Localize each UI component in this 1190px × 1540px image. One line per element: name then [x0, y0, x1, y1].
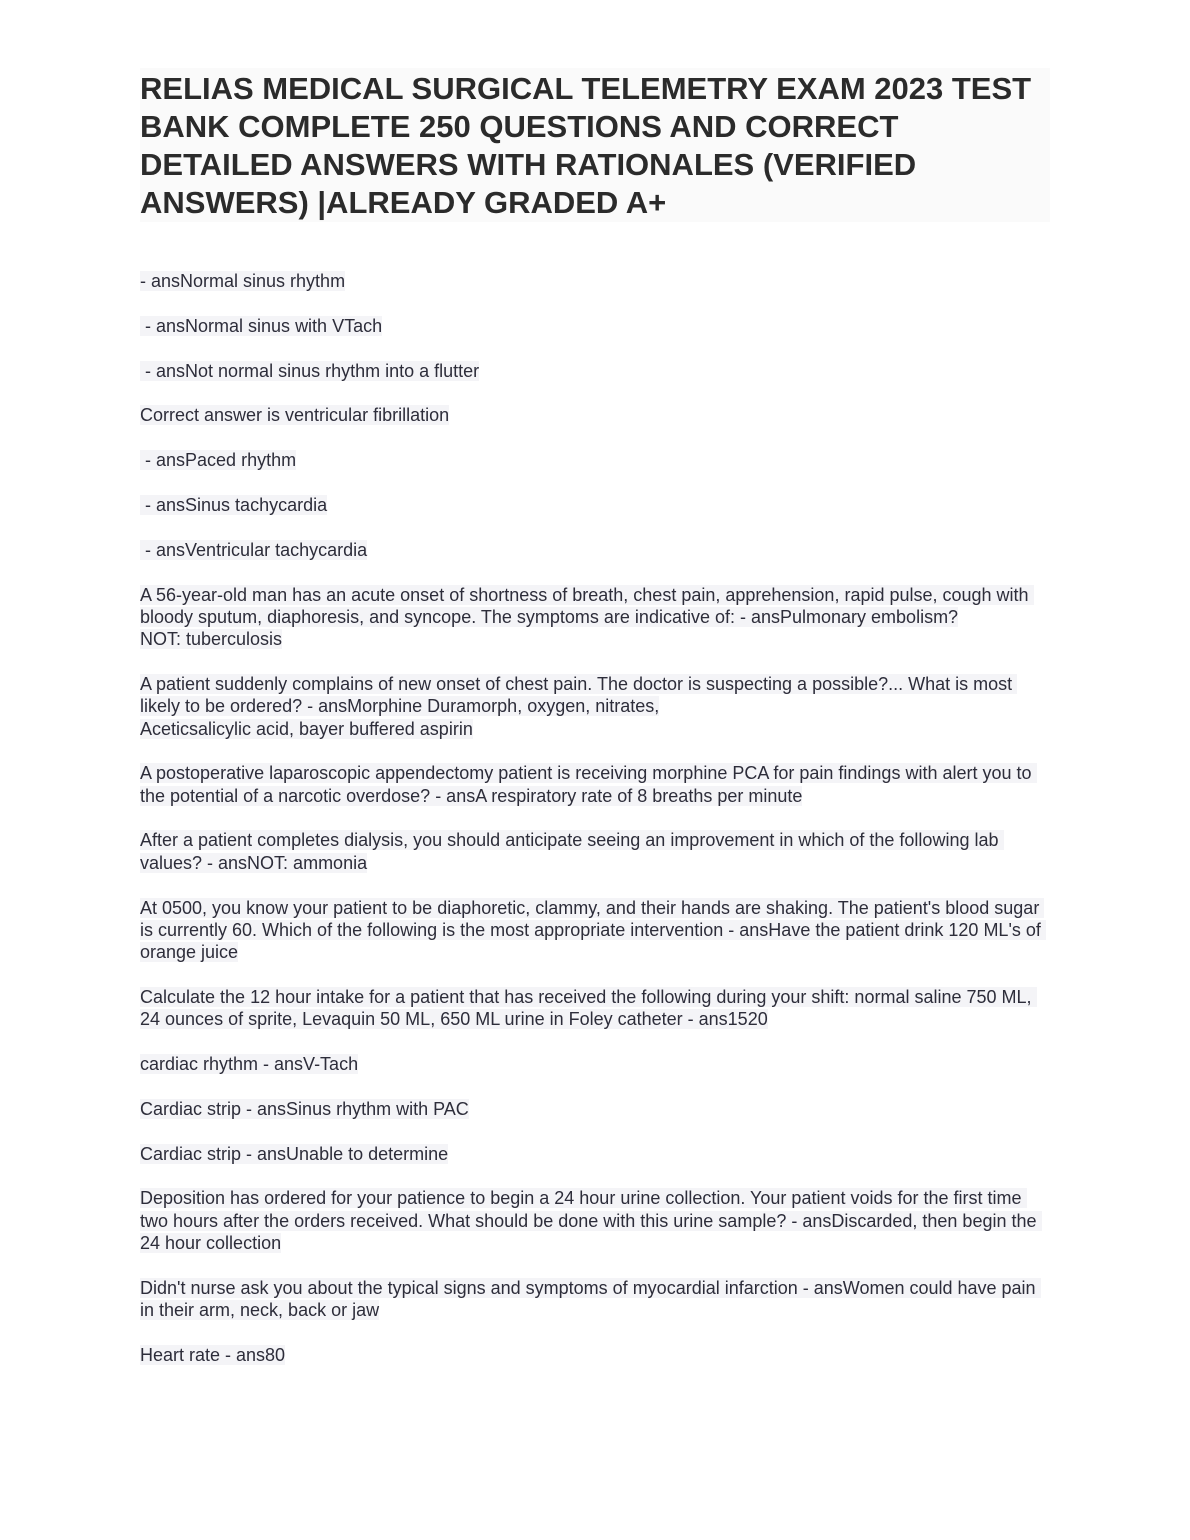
qa-entry-text: - ansVentricular tachycardia — [140, 539, 368, 560]
qa-entry-text: A 56-year-old man has an acute onset of shortness of breath, chest pain, apprehension, rapid pulse, cough with bloody sputum, diaphoresis, and syncope. The symptoms are indicative of: - ansPulmonary embolism? — [140, 584, 1034, 627]
qa-entry-text: Deposition has ordered for your patience to begin a 24 hour urine collection. Your patient voids for the first time two hours after the orders received. What should be done with this urine sample? - ansDiscarded, then begin the 24 hour collection — [140, 1188, 1042, 1254]
qa-entry-text: NOT: tuberculosis — [140, 629, 283, 650]
qa-entry-text: - ansNormal sinus with VTach — [140, 315, 383, 336]
qa-entry — [140, 404, 1050, 426]
qa-entry — [140, 897, 1050, 964]
qa-entry-text: A patient suddenly complains of new onset of chest pain. The doctor is suspecting a possible?... What is most likely to be ordered? - ansMorphine Duramorph, oxygen, nitrates, — [140, 673, 1018, 717]
qa-entry — [140, 829, 1050, 874]
qa-entry-text: - ansNormal sinus rhythm — [140, 271, 346, 291]
qa-entry — [140, 1187, 1050, 1254]
qa-entry — [140, 360, 1050, 382]
qa-entry — [140, 1053, 1050, 1075]
qa-entry-text: A postoperative laparoscopic appendectomy patient is receiving morphine PCA for pain findings with alert you to the potential of a narcotic overdose? - ansA respiratory rate of 8 breaths per minute — [140, 763, 1037, 806]
qa-entry — [140, 986, 1050, 1031]
qa-entry — [140, 584, 1050, 651]
qa-entry-text: At 0500, you know your patient to be diaphoretic, clammy, and their hands are shaking. The patient's blood sugar is currently 60. Which of the following is the most appropriate intervention - ansHave the patient drink 120 ML's of orange juice — [140, 897, 1046, 963]
qa-entry-text: cardiac rhythm - ansV-Tach — [140, 1054, 359, 1075]
qa-entry-text: - ansPaced rhythm — [140, 450, 297, 471]
qa-entry-text: Cardiac strip - ansUnable to determine — [140, 1143, 449, 1164]
qa-entry — [140, 270, 1050, 292]
qa-entry — [140, 494, 1050, 516]
document-title-block — [140, 68, 1050, 222]
qa-entry — [140, 449, 1050, 471]
qa-entry-text: Calculate the 12 hour intake for a patient that has received the following during your shift: normal saline 750 ML, 24 ounces of sprite, Levaquin 50 ML, 650 ML urine in Foley catheter - ans1520 — [140, 986, 1037, 1030]
qa-entry — [140, 673, 1050, 740]
qa-entry-text: Correct answer is ventricular fibrillation — [140, 405, 450, 426]
qa-entry — [140, 762, 1050, 807]
qa-entry-text: Cardiac strip - ansSinus rhythm with PAC — [140, 1098, 469, 1119]
qa-entry — [140, 1344, 1050, 1366]
qa-entry-text: Heart rate - ans80 — [140, 1344, 286, 1365]
qa-entry — [140, 1143, 1050, 1165]
qa-entry — [140, 315, 1050, 337]
qa-entry — [140, 1277, 1050, 1322]
document-title: RELIAS MEDICAL SURGICAL TELEMETRY EXAM 2023 TEST BANK COMPLETE 250 QUESTIONS AND CORRECT DETAILED ANSWERS WITH RATIONALES (VERIFIED ANSWERS) |ALREADY GRADED A+ — [140, 71, 1032, 220]
qa-entry-text: After a patient completes dialysis, you should anticipate seeing an improvement in which of the following lab values? - ansNOT: ammonia — [140, 830, 1004, 873]
qa-entry — [140, 539, 1050, 561]
qa-entry-list — [140, 270, 1050, 1366]
qa-entry — [140, 1098, 1050, 1120]
document-page — [140, 68, 1050, 1389]
qa-entry-text: Aceticsalicylic acid, bayer buffered aspirin — [140, 718, 473, 739]
qa-entry-text: - ansSinus tachycardia — [140, 494, 328, 515]
qa-entry-text: - ansNot normal sinus rhythm into a flutter — [140, 360, 480, 381]
qa-entry-text: Didn't nurse ask you about the typical signs and symptoms of myocardial infarction - ansWomen could have pain in their arm, neck, back or jaw — [140, 1277, 1041, 1321]
